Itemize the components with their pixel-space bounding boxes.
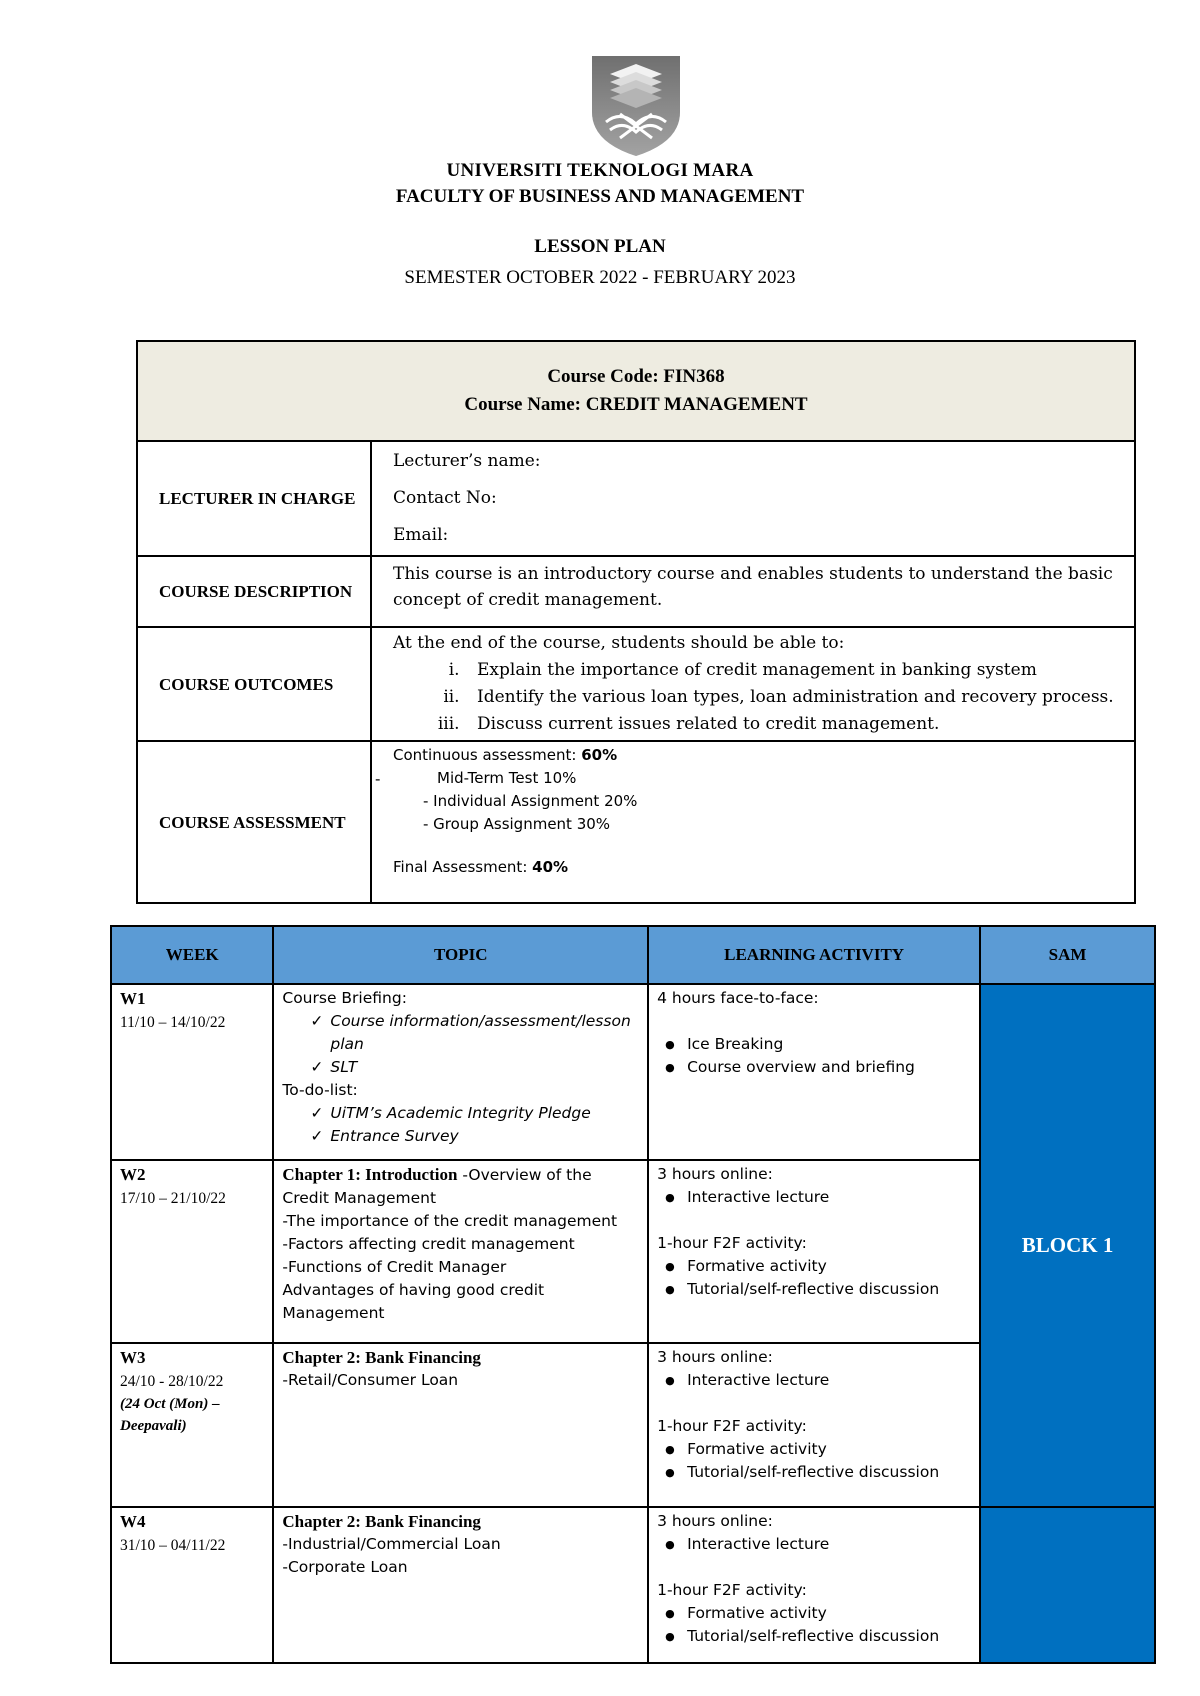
outcome-item: ii. Identify the various loan types, loan administration and recovery process. <box>465 684 1133 711</box>
faculty-name: FACULTY OF BUSINESS AND MANAGEMENT <box>395 186 805 207</box>
week-dates: 17/10 – 21/10/22 <box>120 1190 226 1207</box>
online-head: 3 hours online: <box>657 1348 773 1366</box>
outcome-item: i. Explain the importance of credit management in banking system <box>465 657 1133 684</box>
list-item: ● Interactive lecture <box>663 1369 971 1392</box>
week-dates: 31/10 – 04/11/22 <box>120 1537 226 1554</box>
final-label: Final Assessment: <box>393 858 528 876</box>
topic-cell <box>273 1507 648 1663</box>
topic-line: -Functions of Credit Manager <box>282 1258 507 1276</box>
list-item: ● Formative activity <box>663 1255 971 1278</box>
week-label: W3 <box>120 1348 146 1367</box>
list-item: ● Ice Breaking <box>663 1033 971 1056</box>
weekly-plan-table <box>110 925 1156 1664</box>
continuous-pct: 60% <box>581 746 618 764</box>
list-item: ✓ Entrance Survey <box>306 1125 639 1148</box>
topic-line: -Industrial/Commercial Loan <box>282 1535 501 1553</box>
col-topic: TOPIC <box>273 926 648 984</box>
topic-cell <box>273 984 648 1160</box>
lecturer-label: LECTURER IN CHARGE <box>137 441 371 556</box>
outcomes-intro: At the end of the course, students should be able to: <box>393 633 845 653</box>
topic-line: -Corporate Loan <box>282 1558 408 1576</box>
todo-label: To-do-list: <box>282 1081 358 1099</box>
list-item: ● Course overview and briefing <box>663 1056 971 1079</box>
week-label: W2 <box>120 1165 146 1184</box>
group-assignment: - Group Assignment 30% <box>423 815 611 833</box>
course-assessment: - Continuous assessment: 60% Mid-Term Test 10% - Individual Assignment 20% - Group Assignment 30% Final Assessment: 40% <box>371 741 1135 903</box>
list-item: ✓ UiTM’s Academic Integrity Pledge <box>306 1102 639 1125</box>
week-cell <box>111 984 273 1160</box>
semester: SEMESTER OCTOBER 2022 - FEBRUARY 2023 <box>404 267 796 288</box>
course-code: Course Code: FIN368 <box>547 366 725 387</box>
activity-cell <box>648 1160 980 1343</box>
col-week: WEEK <box>111 926 273 984</box>
list-item: ● Formative activity <box>663 1602 971 1625</box>
activity-cell <box>648 984 980 1160</box>
chapter-subtitle: -Overview of the Credit Management <box>282 1166 592 1207</box>
outcome-item: iii. Discuss current issues related to credit management. <box>465 711 1133 738</box>
list-item: ● Tutorial/self-reflective discussion <box>663 1278 971 1301</box>
uitm-logo <box>586 54 686 158</box>
activity-cell <box>648 1343 980 1507</box>
list-item: ● Tutorial/self-reflective discussion <box>663 1625 971 1648</box>
individual-assignment: - Individual Assignment 20% <box>423 792 638 810</box>
sam-block-next <box>980 1507 1155 1663</box>
final-pct: 40% <box>532 858 569 876</box>
week-cell <box>111 1343 273 1507</box>
f2f-head: 1-hour F2F activity: <box>657 1234 807 1252</box>
f2f-head: 1-hour F2F activity: <box>657 1581 807 1599</box>
chapter-title: Chapter 1: Introduction <box>282 1165 458 1184</box>
sam-block: BLOCK 1 <box>980 984 1155 1507</box>
course-description: This course is an introductory course and enables students to understand the basic concept of credit management. <box>371 556 1135 627</box>
topic-line: Advantages of having good credit Management <box>282 1281 545 1322</box>
contact-no: Contact No: <box>393 488 497 508</box>
week-label: W1 <box>120 989 146 1008</box>
topic-cell <box>273 1343 648 1507</box>
col-activity: LEARNING ACTIVITY <box>648 926 980 984</box>
activity-cell <box>648 1507 980 1663</box>
topic-line: -Factors affecting credit management <box>282 1235 575 1253</box>
continuous-label: Continuous assessment: <box>393 746 577 764</box>
lecturer-info <box>371 441 1135 556</box>
lecturer-name: Lecturer’s name: <box>393 451 541 471</box>
course-outcomes <box>371 627 1135 741</box>
list-item: ● Tutorial/self-reflective discussion <box>663 1461 971 1484</box>
week-label: W4 <box>120 1512 146 1531</box>
chapter-title: Chapter 2: Bank Financing <box>282 1348 481 1367</box>
assessment-label: COURSE ASSESSMENT <box>137 741 371 903</box>
topic-line: -Retail/Consumer Loan <box>282 1371 459 1389</box>
briefing-label: Course Briefing: <box>282 989 407 1007</box>
col-sam: SAM <box>980 926 1155 984</box>
activity-head: 4 hours face-to-face: <box>657 989 819 1007</box>
week-dates: 24/10 - 28/10/22 <box>120 1373 224 1390</box>
outcomes-label: COURSE OUTCOMES <box>137 627 371 741</box>
table-row <box>111 984 1155 1160</box>
course-info-table <box>136 340 1136 904</box>
week-cell <box>111 1160 273 1343</box>
course-banner <box>137 341 1135 441</box>
online-head: 3 hours online: <box>657 1165 773 1183</box>
holiday-note: (24 Oct (Mon) – Deepavali) <box>120 1396 220 1434</box>
course-name: Course Name: CREDIT MANAGEMENT <box>464 394 808 415</box>
chapter-title: Chapter 2: Bank Financing <box>282 1512 481 1531</box>
university-name: UNIVERSITI TEKNOLOGI MARA <box>446 160 754 181</box>
week-dates: 11/10 – 14/10/22 <box>120 1014 226 1031</box>
week-cell <box>111 1507 273 1663</box>
list-item: ✓ Course information/assessment/lesson plan <box>306 1010 639 1056</box>
email: Email: <box>393 525 449 545</box>
description-label: COURSE DESCRIPTION <box>137 556 371 627</box>
list-item: ● Formative activity <box>663 1438 971 1461</box>
topic-line: -The importance of the credit management <box>282 1212 618 1230</box>
f2f-head: 1-hour F2F activity: <box>657 1417 807 1435</box>
table-row <box>111 1507 1155 1663</box>
midterm: Mid-Term Test 10% <box>437 769 577 787</box>
online-head: 3 hours online: <box>657 1512 773 1530</box>
list-item: ● Interactive lecture <box>663 1186 971 1209</box>
document-title: LESSON PLAN <box>534 236 666 257</box>
topic-cell <box>273 1160 648 1343</box>
list-item: ✓ SLT <box>306 1056 639 1079</box>
list-item: ● Interactive lecture <box>663 1533 971 1556</box>
